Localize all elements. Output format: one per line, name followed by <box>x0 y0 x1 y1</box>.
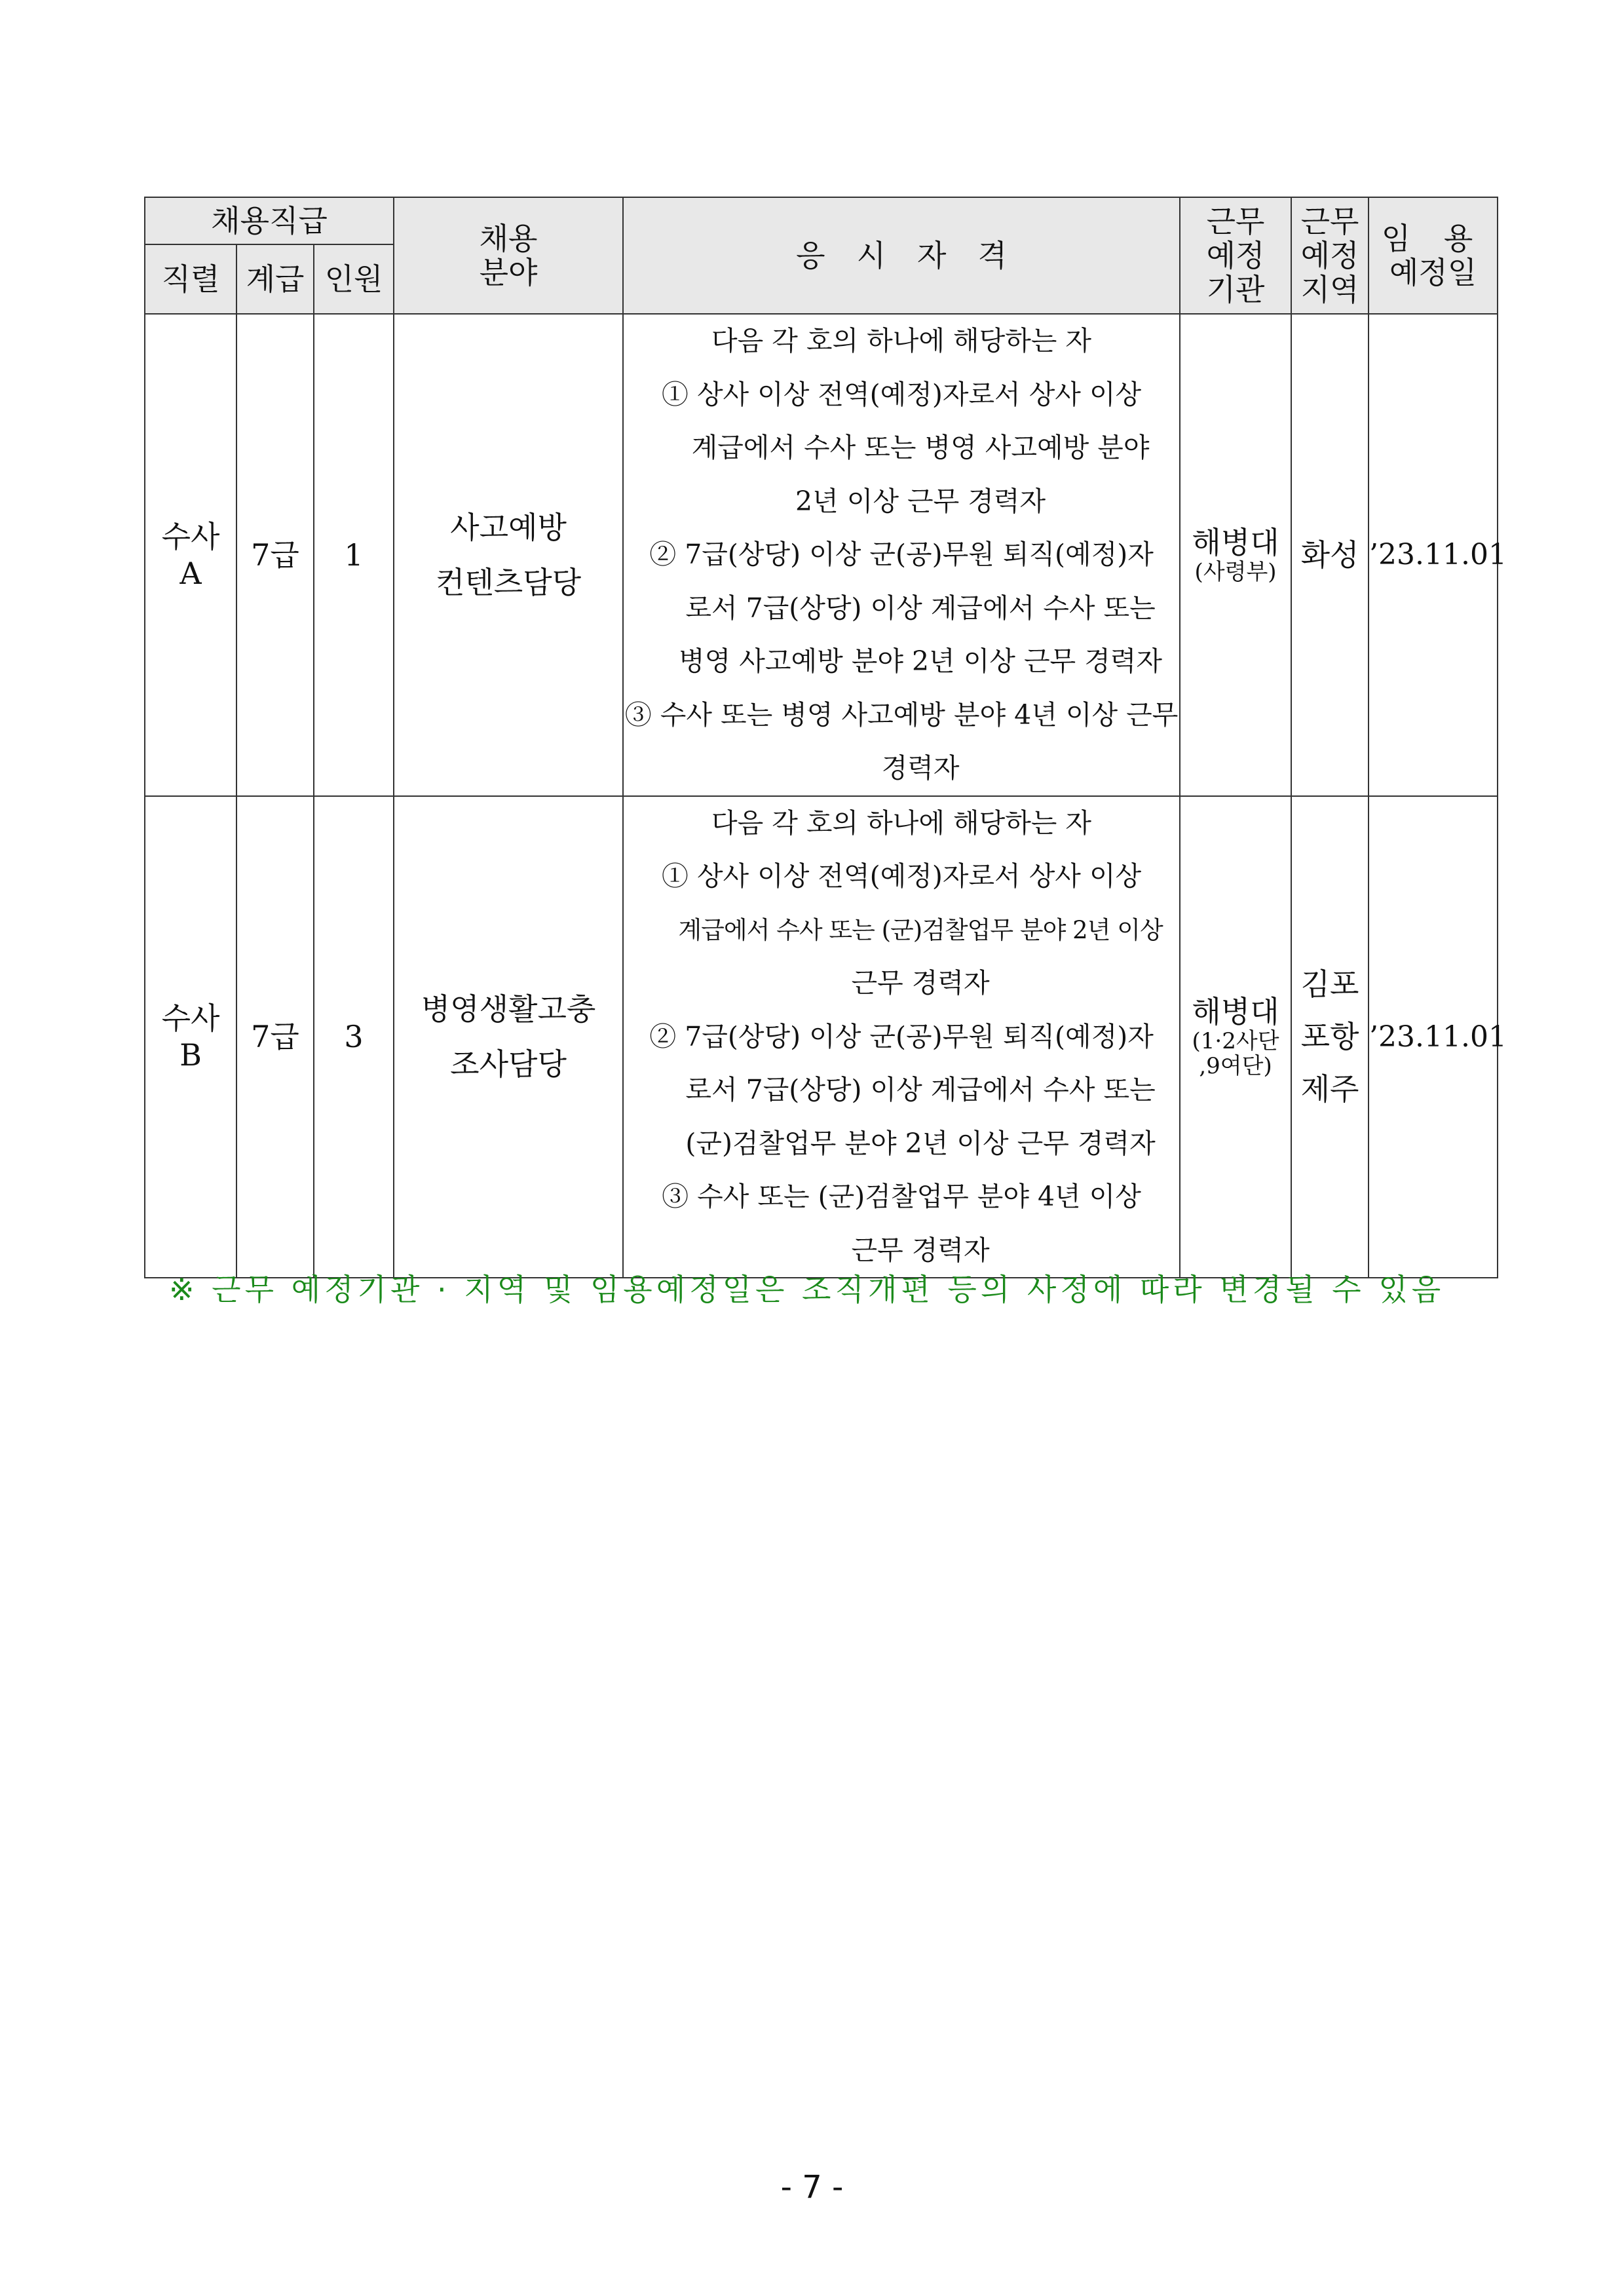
header-qualification-label: 응시자격 <box>796 238 1038 273</box>
header-org-line-3: 기관 <box>1206 272 1265 307</box>
qualification-item-2-line-3: (군)검찰업무 분야 2년 이상 근무 경력자 <box>685 1127 1156 1159</box>
cell-series <box>145 796 236 1278</box>
qualification-item-2-line-2: 로서 7급(상당) 이상 계급에서 수사 또는 <box>685 1074 1156 1105</box>
qualification-item-1-line-3: 2년 이상 근무 경력자 <box>795 485 1046 517</box>
cell-grade: 7급 <box>236 314 314 796</box>
qualification-item-3-line-1: ③ 수사 또는 (군)검찰업무 분야 4년 이상 <box>662 1181 1141 1212</box>
header-count <box>314 244 394 314</box>
cell-org <box>1180 314 1291 796</box>
header-org-line-2: 예정 <box>1206 238 1265 273</box>
org-sub-line-1: (1·2사단 <box>1192 1028 1279 1055</box>
qualification-intro: 다음 각 호의 하나에 해당하는 자 <box>711 807 1092 839</box>
header-grade <box>236 244 314 314</box>
cell-count: 1 <box>314 314 394 796</box>
series-line-2: B <box>179 1037 202 1073</box>
qualification-item-2-line-2: 로서 7급(상당) 이상 계급에서 수사 또는 <box>685 592 1156 624</box>
org-name: 해병대 <box>1192 524 1279 560</box>
qualification-item-1-line-3: 근무 경력자 <box>851 967 990 999</box>
field-line-2: 컨텐츠담당 <box>435 564 582 600</box>
header-field <box>394 197 623 314</box>
header-org <box>1180 197 1291 314</box>
header-date-line-2: 예정일 <box>1389 255 1477 290</box>
series-line-2: A <box>179 555 202 591</box>
qualification-item-2-line-1: ② 7급(상당) 이상 군(공)무원 퇴직(예정)자 <box>649 539 1154 570</box>
cell-qualification <box>623 796 1180 1278</box>
cell-qualification <box>623 314 1180 796</box>
field-line-2: 조사담당 <box>450 1046 567 1082</box>
region-line-1: 김포 <box>1300 966 1359 1003</box>
qualification-item-1-line-1: ① 상사 이상 전역(예정)자로서 상사 이상 <box>661 860 1142 892</box>
header-series <box>145 244 236 314</box>
header-org-line-1: 근무 <box>1206 204 1265 239</box>
qualification-item-3-line-2: 경력자 <box>881 752 960 784</box>
field-line-1: 병영생활고충 <box>421 991 596 1027</box>
header-region-line-1: 근무 <box>1300 204 1359 239</box>
header-qualification <box>623 197 1180 314</box>
footnote: ※ 근무 예정기관 · 지역 및 임용예정일은 조직개편 등의 사정에 따라 변경될 수 있음 <box>169 1272 1445 1307</box>
qualification-item-1-line-2: 계급에서 수사 또는 병영 사고예방 분야 <box>691 432 1150 463</box>
page-number: - 7 - <box>780 2169 844 2206</box>
cell-field <box>394 796 623 1278</box>
qualification-item-3-line-2: 근무 경력자 <box>851 1234 990 1266</box>
recruitment-table <box>144 197 1507 1278</box>
series-line-1: 수사 <box>161 518 220 554</box>
header-region-line-2: 예정 <box>1300 238 1359 273</box>
qualification-item-2-line-1: ② 7급(상당) 이상 군(공)무원 퇴직(예정)자 <box>649 1020 1154 1052</box>
cell-series <box>145 314 236 796</box>
cell-grade: 7급 <box>236 796 314 1278</box>
cell-date: ’23.11.01 <box>1369 796 1498 1278</box>
qualification-item-1-line-1: ① 상사 이상 전역(예정)자로서 상사 이상 <box>661 378 1142 410</box>
header-region <box>1291 197 1369 314</box>
header-position-group-label: 채용직급 <box>211 203 328 239</box>
cell-field <box>394 314 623 796</box>
org-sub-line-2: ,9여단) <box>1199 1053 1272 1080</box>
header-region-line-3: 지역 <box>1300 272 1359 307</box>
header-series-label: 직렬 <box>161 261 220 297</box>
header-date-line-1: 임 용 <box>1381 221 1485 256</box>
header-position-group <box>145 197 394 244</box>
cell-date: ’23.11.01 <box>1369 314 1498 796</box>
qualification-intro: 다음 각 호의 하나에 해당하는 자 <box>711 325 1092 356</box>
org-name: 해병대 <box>1192 994 1279 1030</box>
region-line-1: 화성 <box>1300 537 1359 573</box>
table-row <box>145 314 1498 796</box>
region-line-3: 제주 <box>1300 1071 1359 1107</box>
header-field-line-2: 분야 <box>479 255 538 290</box>
header-grade-label: 계급 <box>246 261 305 297</box>
header-date <box>1369 197 1498 314</box>
field-line-1: 사고예방 <box>450 509 567 545</box>
qualification-item-1-line-2: 계급에서 수사 또는 (군)검찰업무 분야 2년 이상 <box>678 915 1163 944</box>
cell-region <box>1291 314 1369 796</box>
header-count-label: 인원 <box>324 261 383 297</box>
header-field-line-1: 채용 <box>479 221 538 256</box>
table-row <box>145 796 1498 1278</box>
region-line-2: 포항 <box>1300 1019 1359 1055</box>
qualification-item-3-line-1: ③ 수사 또는 병영 사고예방 분야 4년 이상 근무 <box>624 698 1179 731</box>
qualification-item-2-line-3: 병영 사고예방 분야 2년 이상 근무 경력자 <box>679 645 1163 677</box>
cell-region <box>1291 796 1369 1278</box>
cell-org <box>1180 796 1291 1278</box>
series-line-1: 수사 <box>161 1001 220 1037</box>
org-sub-line-1: (사령부) <box>1194 558 1277 585</box>
cell-count: 3 <box>314 796 394 1278</box>
